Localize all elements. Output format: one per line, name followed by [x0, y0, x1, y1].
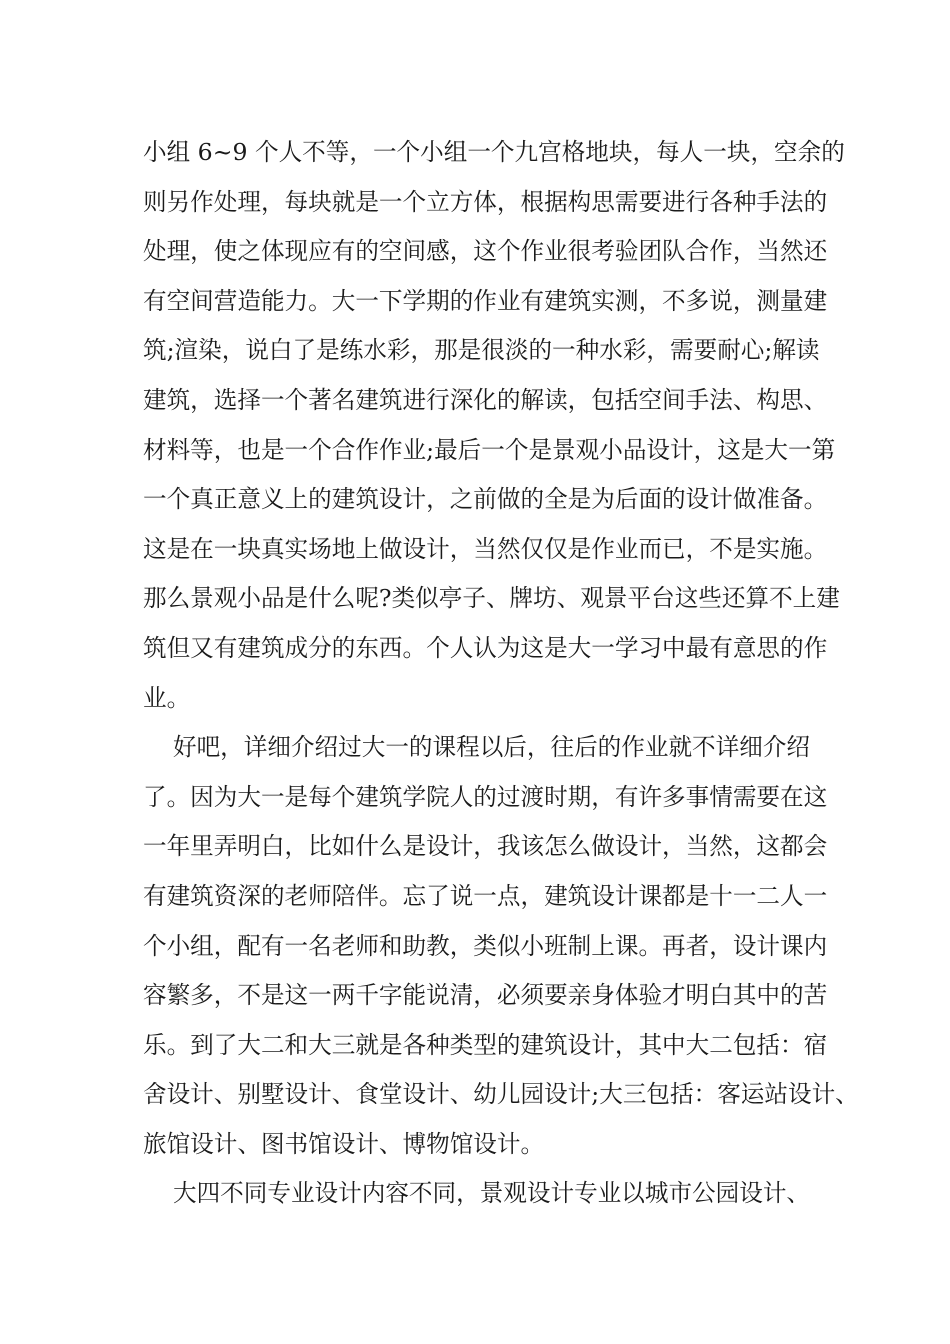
text-line: 材料等，也是一个合作作业;最后一个是景观小品设计，这是大一第	[143, 435, 836, 464]
text-line: 乐。到了大二和大三就是各种类型的建筑设计，其中大二包括：宿	[143, 1030, 828, 1059]
text-line: 小组 6~9 个人不等，一个小组一个九宫格地块，每人一块，空余的	[143, 138, 845, 166]
text-line: 容繁多，不是这一两千字能说清，必须要亲身体验才明白其中的苦	[143, 981, 828, 1010]
text-line: 一个真正意义上的建筑设计，之前做的全是为后面的设计做准备。	[143, 485, 828, 514]
paragraph	[143, 128, 845, 723]
text-line: 建筑，选择一个著名建筑进行深化的解读，包括空间手法、构思、	[143, 385, 828, 414]
paragraph	[143, 723, 859, 1169]
text-line: 处理，使之体现应有的空间感，这个作业很考验团队合作，当然还	[143, 237, 828, 266]
text-line: 这是在一块真实场地上做设计，当然仅仅是作业而已，不是实施。	[143, 534, 828, 563]
text-line: 筑;渲染，说白了是练水彩，那是很淡的一种水彩，需要耐心;解读	[143, 336, 820, 365]
text-line: 舍设计、别墅设计、食堂设计、幼儿园设计;大三包括：客运站设计、	[143, 1080, 859, 1109]
text-line: 好吧，详细介绍过大一的课程以后，往后的作业就不详细介绍	[143, 733, 811, 762]
paragraph	[143, 1169, 823, 1219]
text-line: 则另作处理，每块就是一个立方体，根据构思需要进行各种手法的	[143, 187, 828, 216]
text-line: 大四不同专业设计内容不同，景观设计专业以城市公园设计、	[143, 1179, 811, 1208]
text-line: 一年里弄明白，比如什么是设计，我该怎么做设计，当然，这都会	[143, 832, 828, 861]
text-line: 了。因为大一是每个建筑学院人的过渡时期，有许多事情需要在这	[143, 782, 828, 811]
text-line: 个小组，配有一名老师和助教，类似小班制上课。再者，设计课内	[143, 931, 828, 960]
text-line: 有建筑资深的老师陪伴。忘了说一点，建筑设计课都是十一二人一	[143, 881, 828, 910]
text-line: 筑但又有建筑成分的东西。个人认为这是大一学习中最有意思的作	[143, 633, 828, 662]
text-line: 有空间营造能力。大一下学期的作业有建筑实测，不多说，测量建	[143, 286, 828, 315]
text-line: 业。	[143, 683, 191, 712]
text-line: 旅馆设计、图书馆设计、博物馆设计。	[143, 1129, 545, 1158]
text-line: 那么景观小品是什么呢?类似亭子、牌坊、观景平台这些还算不上建	[143, 584, 840, 613]
document-body	[143, 128, 859, 1219]
